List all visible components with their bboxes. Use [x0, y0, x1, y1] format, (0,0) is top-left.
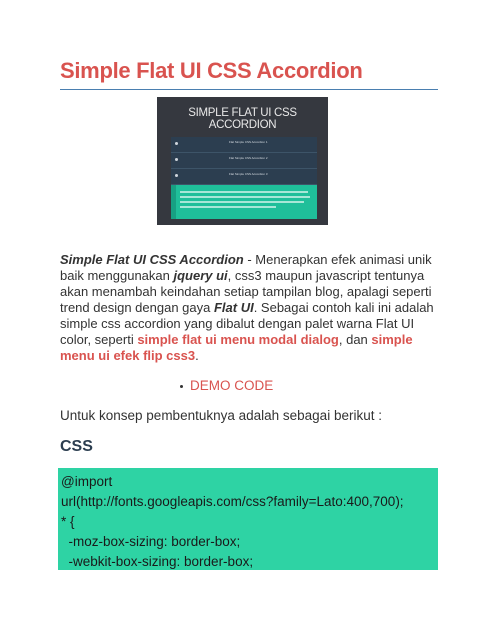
page-title: Simple Flat UI CSS Accordion: [60, 58, 363, 83]
preview-text-line: [180, 206, 276, 208]
preview-title: SIMPLE FLAT UI CSS ACCORDION: [188, 107, 297, 131]
preview-accordion-item: [171, 153, 317, 169]
code-block: [58, 468, 438, 570]
title-divider: [60, 89, 438, 90]
link-menu-modal-dialog[interactable]: simple flat ui menu modal dialog: [137, 332, 339, 347]
paragraph-text: . Sebagai contoh kali ini adalah simple css accordion yang dibalut dengan palet warna Flat UI color, seperti: [60, 300, 434, 347]
code-line: -moz-box-sizing: border-box;: [61, 534, 241, 549]
code-line: url(http://fonts.googleapis.com/css?family=Lato:400,700);: [61, 494, 404, 509]
code-line: -webkit-box-sizing: border-box;: [61, 554, 254, 569]
preview-active-bar: [171, 185, 176, 219]
term-flat-ui: Flat UI: [213, 300, 254, 315]
preview-item-label: Flat Simple CSS Accordion 2: [229, 156, 268, 160]
concept-intro-text: Untuk konsep pembentuknya adalah sebagai berikut :: [60, 408, 382, 423]
bullet-icon: [175, 142, 178, 145]
intro-paragraph: [60, 252, 442, 364]
demo-code-link[interactable]: DEMO CODE: [190, 378, 274, 393]
preview-accordion-item: [171, 137, 317, 153]
css-heading: CSS: [60, 438, 93, 455]
list-bullet-icon: [180, 385, 183, 388]
code-line: * {: [61, 514, 75, 529]
preview-text-line: [180, 191, 308, 193]
preview-accordion-open-panel: [171, 185, 317, 219]
preview-accordion: [171, 137, 317, 219]
paragraph-text: , css3 maupun javascript tentunya akan menambah keindahan setiap tampilan blog, apalagi seperti trend design dengan gaya: [60, 268, 432, 315]
preview-item-label: Flat Simple CSS Accordion 1: [229, 140, 268, 144]
term-accordion: Simple Flat UI CSS Accordion: [60, 252, 244, 267]
bullet-icon: [175, 158, 178, 161]
paragraph-text: , dan: [338, 332, 372, 347]
preview-text-line: [180, 196, 310, 198]
code-line: @import: [61, 474, 113, 489]
preview-accordion-item: [171, 169, 317, 185]
accordion-preview-image: [157, 97, 328, 225]
term-jquery-ui: jquery ui: [173, 268, 228, 283]
paragraph-text: - Menerapkan efek animasi unik baik menggunakan: [60, 252, 432, 283]
link-menu-flip-css3[interactable]: simple menu ui efek flip css3: [60, 332, 413, 363]
preview-text-line: [180, 201, 304, 203]
preview-item-label: Flat Simple CSS Accordion 3: [229, 172, 268, 176]
paragraph-text: .: [195, 348, 199, 363]
bullet-icon: [175, 174, 178, 177]
